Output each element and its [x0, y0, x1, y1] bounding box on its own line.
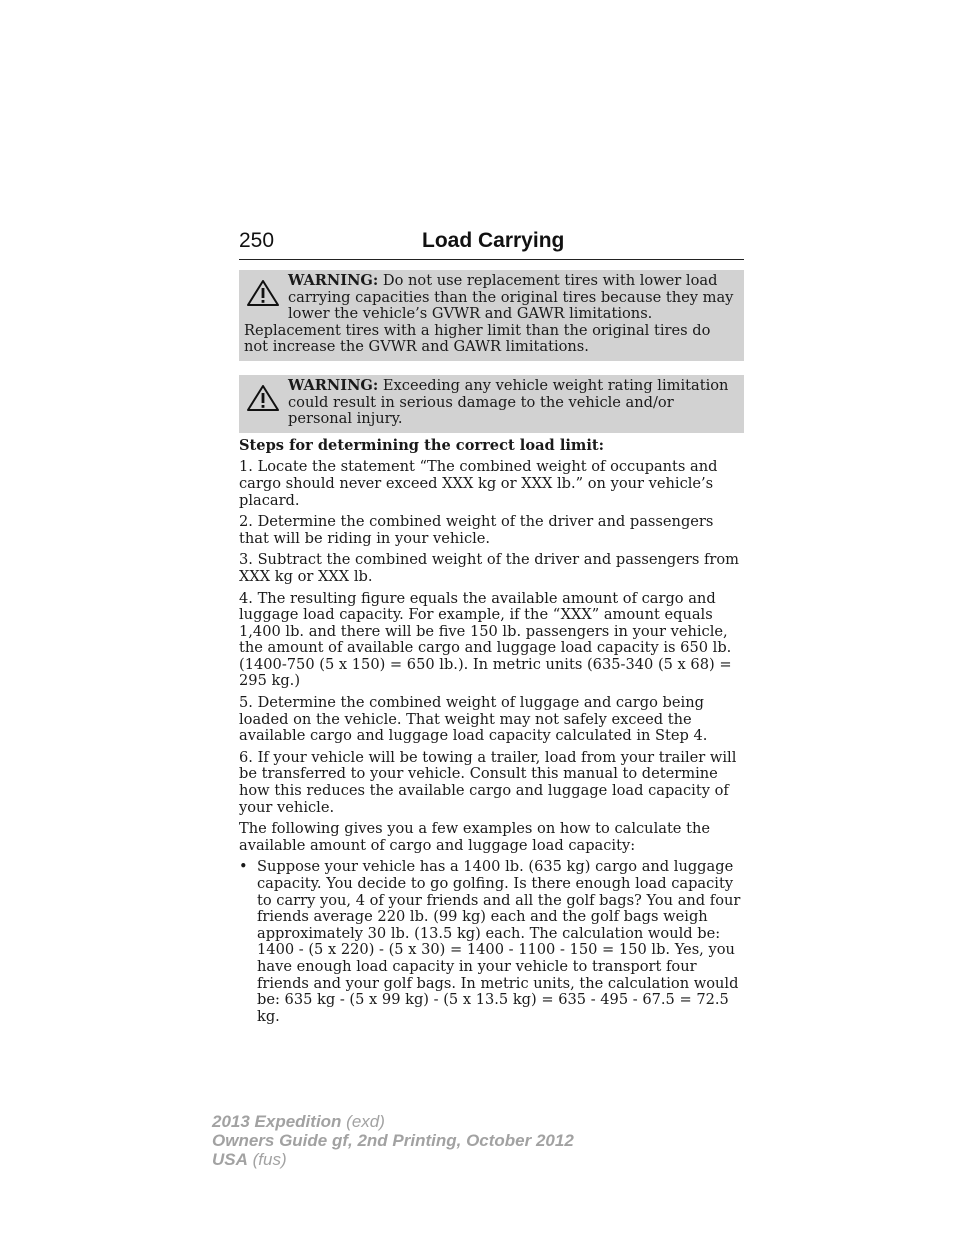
step-6: 6. If your vehicle will be towing a trailer, load from your trailer will be transferred to your vehicle. Consult this manual to determine how this reduces the available cargo and luggage load capacity of your vehicle.: [239, 748, 737, 816]
footer-line-model: [212, 1112, 574, 1131]
warning-text: [244, 378, 738, 428]
footer-line-guide: Owners Guide gf, 2nd Printing, October 2012: [212, 1131, 574, 1150]
step-3: 3. Subtract the combined weight of the driver and passengers from XXX kg or XXX lb.: [239, 551, 739, 585]
page-header: [239, 226, 744, 260]
warning-label: WARNING:: [288, 376, 379, 394]
footer-line-market: [212, 1150, 574, 1169]
footer-model-code: (exd): [341, 1112, 385, 1131]
footer-market: USA: [212, 1150, 248, 1169]
warning-text: [244, 273, 738, 356]
warning-body: Do not use replacement tires with lower load carrying capacities than the original tires because they may lower the vehicle’s GVWR and GAWR limitations. Replacement tires with a higher limit than the original tires do not increase the GVWR and GAWR limitations.: [244, 272, 734, 356]
examples-intro: The following gives you a few examples on how to calculate the available amount of cargo and luggage load capacity:: [239, 820, 710, 854]
warning-body: Exceeding any vehicle weight rating limitation could result in serious damage to the vehicle and/or personal injury.: [288, 376, 729, 428]
bullet-mark: •: [239, 858, 248, 876]
examples-list: [239, 859, 744, 1025]
step-5: 5. Determine the combined weight of luggage and cargo being loaded on the vehicle. That weight may not safely exceed the available cargo and luggage load capacity calculated in Step 4.: [239, 694, 708, 745]
page-footer: [212, 1112, 574, 1169]
list-item: [239, 859, 744, 1025]
footer-market-code: (fus): [247, 1150, 287, 1169]
warning-triangle-icon: [246, 279, 280, 307]
step-1: 1. Locate the statement “The combined weight of occupants and cargo should never exceed XXX kg or XXX lb.” on your vehicle’s placard.: [239, 458, 718, 509]
warning-box-weight-rating: [239, 375, 744, 433]
step-4: 4. The resulting figure equals the available amount of cargo and luggage load capacity. For example, if the “XXX” amount equals 1,400 lb. and there will be five 150 lb. passengers in your vehicle, the amount of available cargo and luggage load capacity is 650 lb. (1400-750 (5 x 150) = 650 lb.). In metric units (635-340 (5 x 68) = 295 kg.): [239, 589, 732, 690]
steps-heading: Steps for determining the correct load limit:: [239, 436, 605, 454]
warning-label: WARNING:: [288, 272, 379, 289]
page-content: [239, 270, 744, 1025]
bullet-text: Suppose your vehicle has a 1400 lb. (635 kg) cargo and luggage capacity. You decide to go golfing. Is there enough load capacity to carry you, 4 of your friends and all the golf bags? You and four friends average 220 lb. (99 kg) each and the golf bags weigh approximately 30 lb. (13.5 kg) each. The calculation would be: 1400 - (5 x 220) - (5 x 30) = 1400 - 1100 - 150 = 150 lb. Yes, you have enough load capacity in your vehicle to transport four friends and your golf bags. In metric units, the calculation would be: 635 kg - (5 x 99 kg) - (5 x 13.5 kg) = 635 - 495 - 67.5 = 72.5 kg.: [257, 858, 741, 1025]
footer-model: 2013 Expedition: [212, 1112, 342, 1131]
section-title: Load Carrying: [422, 229, 565, 252]
step-2: 2. Determine the combined weight of the driver and passengers that will be riding in your vehicle.: [239, 513, 714, 547]
page-number: 250: [239, 229, 275, 252]
warning-box-tires: [239, 270, 744, 361]
warning-triangle-icon: [246, 384, 280, 412]
